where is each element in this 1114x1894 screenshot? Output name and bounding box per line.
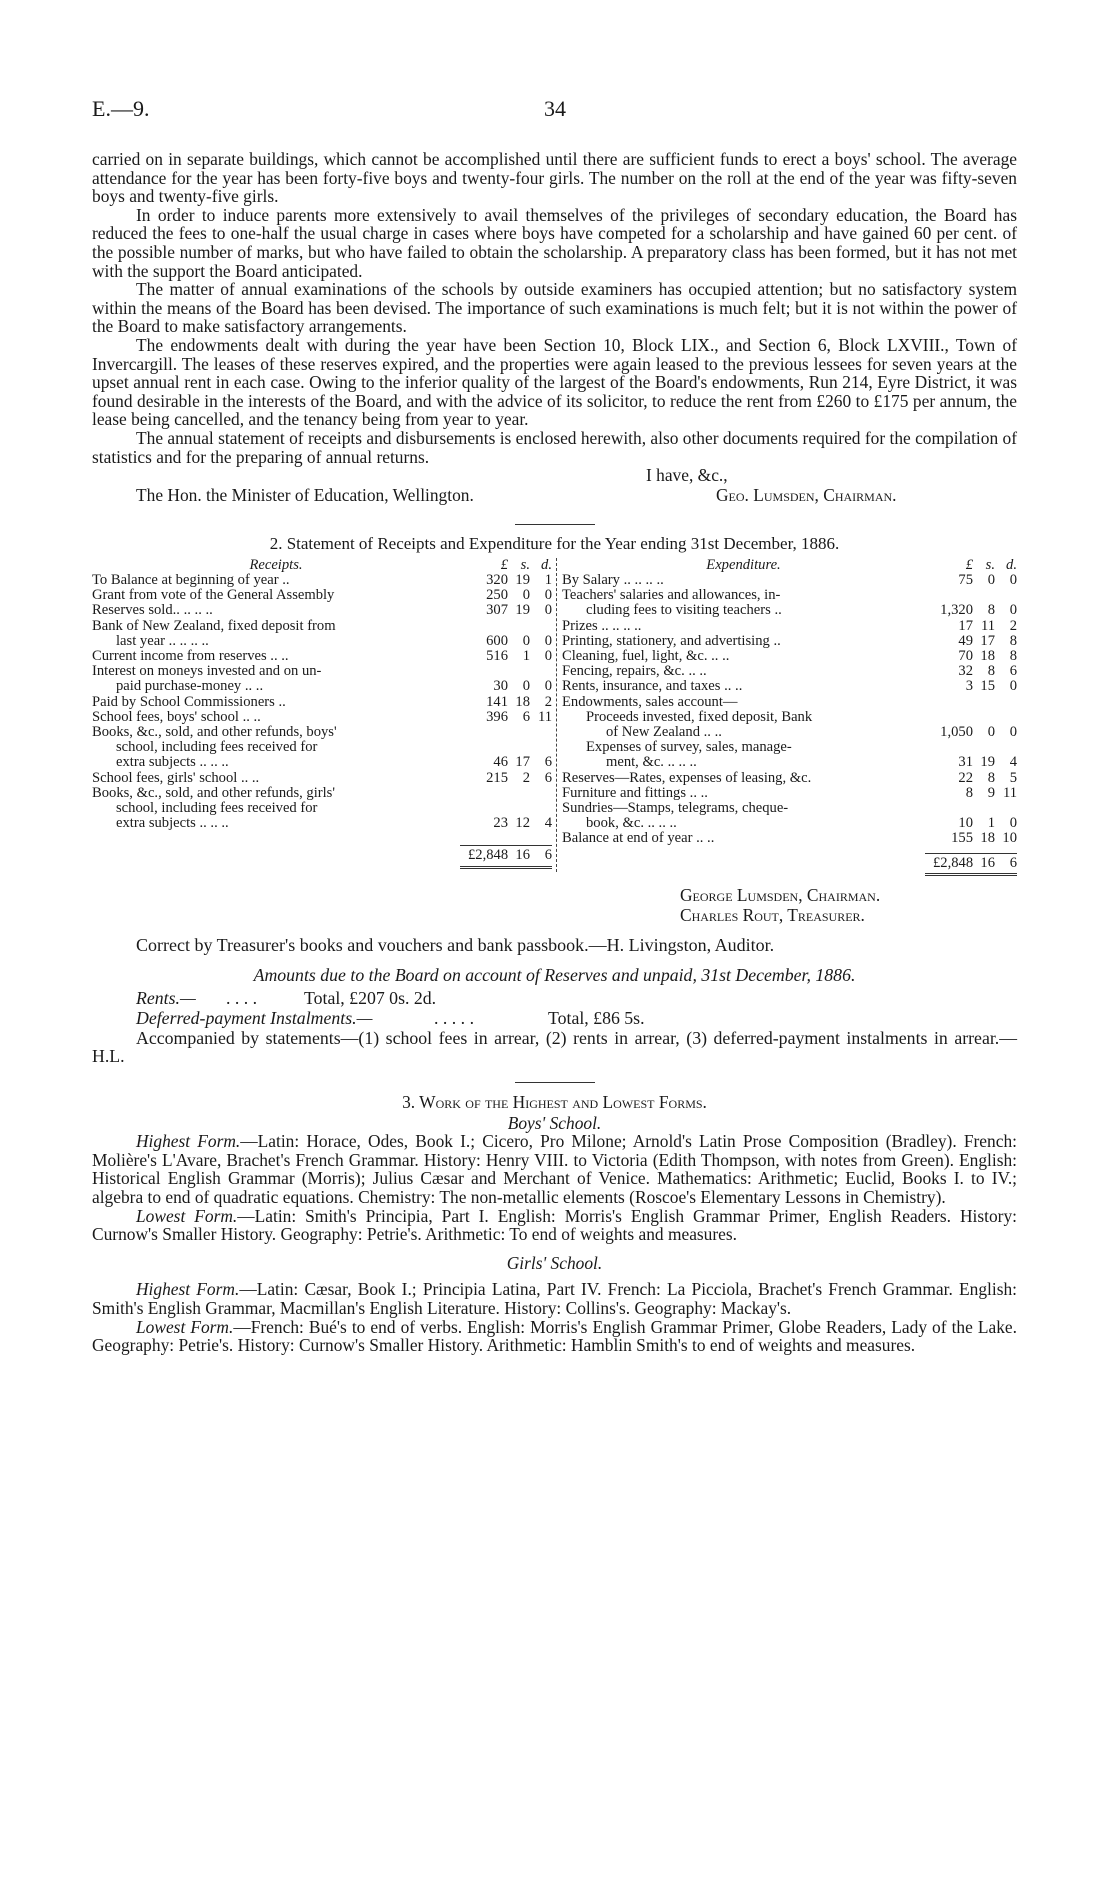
receipts-line — [92, 801, 552, 816]
boys-highest-form: Highest Form.—Latin: Horace, Odes, Book I.; Cicero, Pro Milone; Arnold's Latin Prose Composition (Bradley). French: Molière's L'Avare, Brachet's French Grammar. History: Henry VIII. to Victoria (Edith Thompson, with notes from Green). English: Historical English Grammar (Morris); Julius Cæsar and Merchant of Venice. Mathematics: Arithmetic; Euclid, Books I. to IV.; algebra to end of quadratic equations. Chemistry: The non-metallic elements (Roscoe's Elementary Lessons in Chemistry). — [92, 1131, 1017, 1208]
deferred-leader: . . . . . — [434, 1007, 475, 1028]
expenditure-label: Fencing, repairs, &c. .. .. — [562, 664, 707, 680]
expenditure-label: Endowments, sales account— — [562, 694, 738, 710]
receipts-label: paid purchase-money .. .. — [116, 679, 264, 695]
expenditure-amount: 32 8 6 — [958, 663, 1017, 680]
form-label: Lowest Form. — [136, 1316, 234, 1337]
receipts-amount: 46 17 6 — [493, 754, 552, 771]
statement-signatures — [92, 886, 1017, 930]
expenditure-label: Rents, insurance, and taxes .. .. — [562, 679, 743, 695]
expenditure-line — [562, 664, 1017, 679]
receipts-amount: 215 2 6 — [486, 769, 552, 786]
deferred-row — [92, 1009, 1017, 1029]
receipts-line — [92, 588, 552, 603]
expenditure-label: Balance at end of year .. .. — [562, 831, 715, 847]
receipts-label: extra subjects .. .. .. — [116, 755, 229, 771]
expenditure-amount: 10 1 0 — [958, 815, 1017, 832]
expenditure-line — [562, 801, 1017, 816]
receipts-line — [92, 664, 552, 679]
arrears-note: Accompanied by statements—(1) school fees in arrear, (2) rents in arrear, (3) deferred-payment instalments in arrear.—H.L. — [92, 1027, 1017, 1067]
expenditure-label: Cleaning, fuel, light, &c. .. .. — [562, 648, 730, 664]
closing-salutation: I have, &c., — [646, 465, 728, 486]
paragraph: In order to induce parents more extensively to avail themselves of the privileges of secondary education, the Board has reduced the fees to one-half the usual charge in cases where boys have competed for a scholarship and have gained 60 per cent. of the possible number of marks, but who have failed to obtain the scholarship. A preparatory class has been formed, but it has not met with the support the Board anticipated. — [92, 204, 1017, 281]
expenditure-label: ment, &c. .. .. .. — [606, 755, 697, 771]
expenditure-line — [562, 816, 1017, 831]
expenditure-line — [562, 573, 1017, 588]
receipts-label: Interest on moneys invested and on un- — [92, 664, 322, 680]
boys-lowest-form: Lowest Form.—Latin: Smith's Principia, Part I. English: Morris's English Grammar Primer, English Readers. History: Curnow's Smaller History. Geography: Petrie's. Arithmetic: To end of weights and measures. — [92, 1205, 1017, 1245]
expenditure-total-row — [562, 853, 1017, 876]
receipts-label: extra subjects .. .. .. — [116, 816, 229, 832]
statement-table — [92, 558, 1017, 880]
receipts-line — [92, 771, 552, 786]
expenditure-label: By Salary .. .. .. .. — [562, 572, 664, 588]
girls-highest-form: Highest Form.—Latin: Cæsar, Book I.; Principia Latina, Part IV. French: La Picciola, Brachet's French Grammar. English: Smith's English Grammar, Macmillan's English Literature. History: Collins's. Geography: Mackay's. — [92, 1279, 1017, 1318]
page-number: 34 — [544, 96, 566, 121]
expenditure-line — [562, 831, 1017, 846]
addressee: The Hon. the Minister of Education, Wellington. — [136, 485, 474, 506]
expenditure-label: Reserves—Rates, expenses of leasing, &c. — [562, 770, 812, 786]
paragraph: The annual statement of receipts and disbursements is enclosed herewith, also other documents required for the compilation of statistics and for the preparing of annual returns. — [92, 427, 1017, 467]
receipts-amount: 516 1 0 — [486, 647, 552, 664]
receipts-line — [92, 603, 552, 618]
expenditure-rows — [562, 573, 1017, 847]
expenditure-label: of New Zealand .. .. — [606, 724, 722, 740]
expenditure-line — [562, 695, 1017, 710]
receipts-line — [92, 710, 552, 725]
receipts-line — [92, 649, 552, 664]
receipts-amount: 396 6 11 — [486, 708, 552, 725]
expenditure-line — [562, 649, 1017, 664]
receipts-amount: 250 0 0 — [486, 587, 552, 604]
closing-block — [92, 486, 1017, 506]
expenditure-label: Prizes .. .. .. .. — [562, 618, 642, 634]
currency-heading: £ s. d. — [965, 556, 1017, 573]
expenditure-amount: 22 8 5 — [958, 769, 1017, 786]
expenditure-amount: 17 11 2 — [958, 617, 1017, 634]
receipts-total: £2,848 16 6 — [460, 845, 552, 868]
expenditure-column — [562, 558, 1017, 876]
form-label: Highest Form. — [136, 1279, 240, 1300]
divider — [515, 524, 595, 525]
receipts-label: Books, &c., sold, and other refunds, girls' — [92, 785, 335, 801]
expenditure-line — [562, 740, 1017, 755]
expenditure-amount: 49 17 8 — [958, 632, 1017, 649]
expenditure-label: Expenses of survey, sales, manage- — [586, 740, 792, 756]
receipts-amount: 141 18 2 — [486, 693, 552, 710]
currency-heading: £ s. d. — [500, 556, 552, 573]
report-body — [92, 150, 1017, 1355]
document-reference: E.—9. — [92, 96, 150, 121]
receipts-line — [92, 679, 552, 694]
expenditure-amount: 3 15 0 — [965, 678, 1017, 695]
expenditure-line — [562, 679, 1017, 694]
expenditure-label: book, &c. .. .. .. — [586, 816, 677, 832]
receipts-line — [92, 634, 552, 649]
expenditure-line — [562, 634, 1017, 649]
rents-total: Total, £207 0s. 2d. — [304, 987, 437, 1008]
column-divider — [556, 558, 557, 872]
deferred-total: Total, £86 5s. — [548, 1007, 645, 1028]
expenditure-total: £2,848 16 6 — [925, 853, 1017, 876]
form-label: Lowest Form. — [136, 1205, 238, 1226]
receipts-label: Books, &c., sold, and other refunds, boys' — [92, 724, 337, 740]
page-header — [92, 96, 1022, 126]
expenditure-line — [562, 786, 1017, 801]
chairman-signature: George Lumsden, Chairman. — [680, 884, 881, 905]
closing-block — [92, 466, 1017, 486]
expenditure-label: Printing, stationery, and advertising .. — [562, 633, 781, 649]
receipts-amount: 307 19 0 — [486, 602, 552, 619]
expenditure-line — [562, 755, 1017, 770]
receipts-label: School fees, girls' school .. .. — [92, 770, 260, 786]
receipts-label: Paid by School Commissioners .. — [92, 694, 286, 710]
expenditure-amount: 8 9 11 — [965, 784, 1017, 801]
paragraph: carried on in separate buildings, which cannot be accomplished until there are sufficient funds to erect a boys' school. The average attendance for the year has been forty-five boys and twenty-four girls. The number on the roll at the end of the year was fifty-seven boys and twenty-five girls. — [92, 149, 1017, 207]
receipts-amount: 23 12 4 — [493, 815, 552, 832]
expenditure-line — [562, 588, 1017, 603]
receipts-amount: 30 0 0 — [493, 678, 552, 695]
expenditure-label: Teachers' salaries and allowances, in- — [562, 588, 781, 604]
amounts-title: Amounts due to the Board on account of Reserves and unpaid, 31st December, 1886. — [253, 965, 856, 986]
receipts-line — [92, 725, 552, 740]
receipts-label: school, including fees received for — [116, 800, 318, 816]
receipts-line — [92, 816, 552, 831]
paragraph: The endowments dealt with during the year have been Section 10, Block LIX., and Section 6, Block LXVIII., Town of Invercargill. The leases of these reserves expired, and the properties were again leased to the previous lessees for seven years at the upset annual rent in each case. Owing to the inferior quality of the largest of the Board's endowments, Run 214, Eyre District, it was found desirable in the interests of the Board, and with the advice of its solicitor, to reduce the rent from £260 to £175 per annum, the lease being cancelled, and the tenancy being from year to year. — [92, 334, 1017, 430]
expenditure-amount: 1,320 8 0 — [940, 602, 1017, 619]
receipts-line — [92, 695, 552, 710]
statement-title: 2. Statement of Receipts and Expenditure for the Year ending 31st December, 1886. — [269, 534, 840, 554]
treasurer-signature: Charles Rout, Treasurer. — [680, 904, 865, 925]
receipts-amount: 320 19 1 — [486, 571, 552, 588]
receipts-line — [92, 740, 552, 755]
signatory: Geo. Lumsden, Chairman. — [716, 485, 897, 506]
receipts-line — [92, 573, 552, 588]
expenditure-line — [562, 603, 1017, 618]
receipts-label: last year .. .. .. .. — [116, 633, 209, 649]
expenditure-amount: 75 0 0 — [958, 571, 1017, 588]
expenditure-label: cluding fees to visiting teachers .. — [586, 603, 782, 619]
form-label: Highest Form. — [136, 1131, 241, 1152]
receipts-line — [92, 755, 552, 770]
expenditure-line — [562, 710, 1017, 725]
expenditure-label: Proceeds invested, fixed deposit, Bank — [586, 709, 813, 725]
expenditure-amount: 155 18 10 — [951, 830, 1017, 847]
receipts-line — [92, 786, 552, 801]
paragraph: The matter of annual examinations of the schools by outside examiners has occupied attention; but no satisfactory system within the means of the Board has been devised. The importance of such examinations is much felt; but it is not within the power of the Board to make satisfactory arrangements. — [92, 279, 1017, 337]
rents-label: Rents.— — [136, 987, 196, 1008]
work-title: 3. Work of the Highest and Lowest Forms. — [402, 1092, 707, 1113]
rents-row — [92, 989, 1017, 1009]
expenditure-amount: 31 19 4 — [958, 754, 1017, 771]
receipts-heading-row — [92, 558, 552, 573]
receipts-heading: Receipts. — [249, 557, 303, 573]
receipts-column — [92, 558, 552, 869]
receipts-label: Bank of New Zealand, fixed deposit from — [92, 618, 336, 634]
expenditure-amount: 1,050 0 0 — [940, 723, 1017, 740]
receipts-label: School fees, boys' school .. .. — [92, 709, 261, 725]
girls-school-heading: Girls' School. — [506, 1252, 603, 1273]
receipts-total-row — [92, 845, 552, 868]
divider — [515, 1082, 595, 1083]
deferred-label: Deferred-payment Instalments.— — [136, 1007, 373, 1028]
expenditure-line — [562, 771, 1017, 786]
expenditure-amount: 70 18 8 — [958, 647, 1017, 664]
receipts-rows — [92, 573, 552, 831]
rents-leader: . . . . — [226, 987, 258, 1008]
expenditure-heading-row — [562, 558, 1017, 573]
receipts-amount: 600 0 0 — [486, 632, 552, 649]
expenditure-line — [562, 725, 1017, 740]
receipts-label: Grant from vote of the General Assembly — [92, 588, 335, 604]
boys-school-heading: Boys' School. — [507, 1112, 602, 1133]
receipts-label: Reserves sold.. .. .. .. — [92, 603, 213, 619]
expenditure-line — [562, 619, 1017, 634]
expenditure-label: Furniture and fittings .. .. — [562, 785, 708, 801]
expenditure-label: Sundries—Stamps, telegrams, cheque- — [562, 800, 789, 816]
girls-lowest-form: Lowest Form.—French: Bué's to end of verbs. English: Morris's English Grammar Primer, Globe Readers, Lady of the Lake. Geography: Petrie's. History: Curnow's Smaller History. Arithmetic: Hamblin Smith's to end of weights and measures. — [92, 1316, 1017, 1356]
receipts-label: school, including fees received for — [116, 740, 318, 756]
receipts-label: To Balance at beginning of year .. — [92, 572, 290, 588]
auditor-note: Correct by Treasurer's books and vouchers and bank passbook.—H. Livingston, Auditor. — [136, 934, 775, 955]
receipts-label: Current income from reserves .. .. — [92, 648, 289, 664]
receipts-line — [92, 619, 552, 634]
expenditure-heading: Expenditure. — [706, 557, 781, 573]
